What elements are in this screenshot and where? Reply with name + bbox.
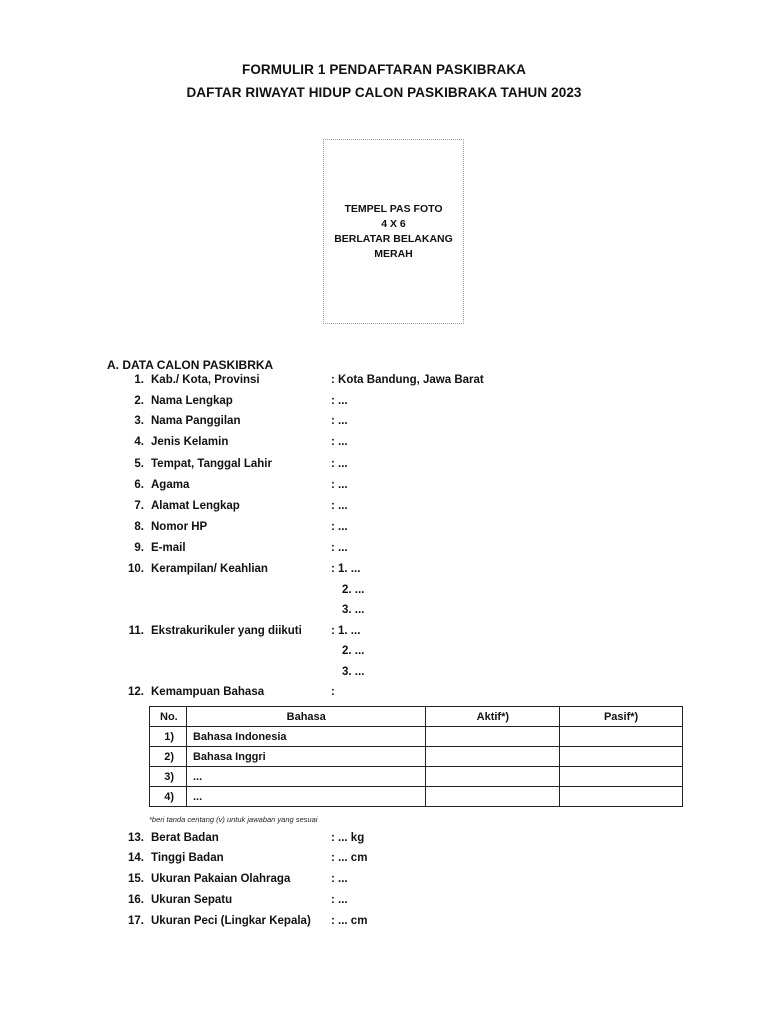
row-number: 3) [150, 767, 187, 787]
field-value: : ... [331, 415, 348, 427]
field-number: 2. [134, 395, 144, 407]
field-number: 6. [134, 479, 144, 491]
field-label: Ukuran Sepatu [151, 894, 233, 906]
column-header: Aktif*) [426, 707, 560, 727]
form-subtitle: DAFTAR RIWAYAT HIDUP CALON PASKIBRAKA TAHUN 2023 [186, 85, 582, 100]
language-name: Bahasa Indonesia [186, 727, 425, 747]
field-value: : ... cm [331, 852, 368, 864]
field-row [0, 852, 768, 868]
field-label: Kab./ Kota, Provinsi [151, 374, 260, 386]
field-value: : ... [331, 500, 348, 512]
field-label: E-mail [151, 542, 186, 554]
field-number: 9. [134, 542, 144, 554]
table-footnote: *beri tanda centang (v) untuk jawaban yang sesuai [149, 815, 318, 824]
field-value: : ... kg [331, 832, 365, 844]
field-row [0, 395, 768, 411]
table-row [150, 787, 683, 807]
field-row [0, 686, 768, 702]
active-checkbox-cell[interactable] [426, 787, 560, 807]
section-a-heading: A. DATA CALON PASKIBRKA [107, 358, 274, 372]
passive-checkbox-cell[interactable] [560, 767, 683, 787]
field-number: 13. [128, 832, 144, 844]
column-header: Bahasa [186, 707, 425, 727]
field-number: 11. [128, 625, 144, 637]
field-row [0, 625, 768, 641]
field-number: 1. [134, 374, 144, 386]
field-label: Agama [151, 479, 190, 491]
field-subitem-row [0, 645, 768, 661]
photo-line: TEMPEL PAS FOTO [344, 203, 443, 215]
row-number: 2) [150, 747, 187, 767]
field-label: Nama Panggilan [151, 415, 241, 427]
field-label: Tempat, Tanggal Lahir [151, 458, 272, 470]
field-value: : Kota Bandung, Jawa Barat [331, 374, 484, 386]
field-value: : ... cm [331, 915, 368, 927]
field-number: 5. [134, 458, 144, 470]
field-subitem-row [0, 666, 768, 682]
field-number: 10. [128, 563, 144, 575]
field-value: : ... [331, 521, 348, 533]
active-checkbox-cell[interactable] [426, 747, 560, 767]
extracurricular-subitem: 3. ... [342, 666, 365, 678]
field-row [0, 479, 768, 495]
field-value: : ... [331, 894, 348, 906]
field-label: Ukuran Peci (Lingkar Kepala) [151, 915, 311, 927]
table-row [150, 767, 683, 787]
field-label: Ukuran Pakaian Olahraga [151, 873, 291, 885]
field-value: : 1. ... [331, 563, 361, 575]
table-header-row [150, 707, 683, 727]
field-number: 8. [134, 521, 144, 533]
field-row [0, 521, 768, 537]
field-number: 12. [128, 686, 144, 698]
field-number: 16. [128, 894, 144, 906]
language-name: ... [186, 787, 425, 807]
field-number: 7. [134, 500, 144, 512]
field-value: : ... [331, 873, 348, 885]
field-row [0, 458, 768, 474]
field-value: : ... [331, 436, 348, 448]
photo-line: MERAH [374, 248, 413, 260]
field-row [0, 894, 768, 910]
field-number: 14. [128, 852, 144, 864]
language-name: ... [186, 767, 425, 787]
language-table [149, 706, 683, 807]
field-label: Tinggi Badan [151, 852, 224, 864]
field-subitem-row [0, 604, 768, 620]
photo-instructions [324, 202, 463, 262]
field-row [0, 873, 768, 889]
field-label: Kemampuan Bahasa [151, 686, 265, 698]
field-row [0, 832, 768, 848]
field-value: : ... [331, 479, 348, 491]
field-label: Nomor HP [151, 521, 208, 533]
form-title: FORMULIR 1 PENDAFTARAN PASKIBRAKA [241, 62, 527, 77]
field-value: : ... [331, 395, 348, 407]
language-name: Bahasa Inggri [186, 747, 425, 767]
table-row [150, 747, 683, 767]
field-label: Kerampilan/ Keahlian [151, 563, 268, 575]
passive-checkbox-cell[interactable] [560, 787, 683, 807]
photo-line: BERLATAR BELAKANG [334, 233, 453, 245]
field-row [0, 500, 768, 516]
field-value: : 1. ... [331, 625, 361, 637]
field-subitem-row [0, 584, 768, 600]
column-header: No. [150, 707, 187, 727]
field-value: : [331, 686, 335, 698]
extracurricular-subitem: 2. ... [342, 645, 365, 657]
table-row [150, 727, 683, 747]
active-checkbox-cell[interactable] [426, 727, 560, 747]
row-number: 1) [150, 727, 187, 747]
field-label: Berat Badan [151, 832, 219, 844]
field-value: : ... [331, 542, 348, 554]
field-value: : ... [331, 458, 348, 470]
field-row [0, 563, 768, 579]
photo-placeholder [323, 139, 464, 324]
skill-subitem: 2. ... [342, 584, 365, 596]
field-row [0, 542, 768, 558]
field-number: 15. [128, 873, 144, 885]
passive-checkbox-cell[interactable] [560, 747, 683, 767]
skill-subitem: 3. ... [342, 604, 365, 616]
column-header: Pasif*) [560, 707, 683, 727]
field-row [0, 374, 768, 390]
field-label: Nama Lengkap [151, 395, 233, 407]
row-number: 4) [150, 787, 187, 807]
field-number: 4. [134, 436, 144, 448]
photo-line: 4 X 6 [381, 218, 406, 230]
field-label: Ekstrakurikuler yang diikuti [151, 625, 302, 637]
passive-checkbox-cell[interactable] [560, 727, 683, 747]
active-checkbox-cell[interactable] [426, 767, 560, 787]
field-row [0, 915, 768, 931]
field-label: Jenis Kelamin [151, 436, 229, 448]
field-row [0, 415, 768, 431]
field-label: Alamat Lengkap [151, 500, 240, 512]
field-number: 17. [128, 915, 144, 927]
field-number: 3. [134, 415, 144, 427]
field-row [0, 436, 768, 452]
